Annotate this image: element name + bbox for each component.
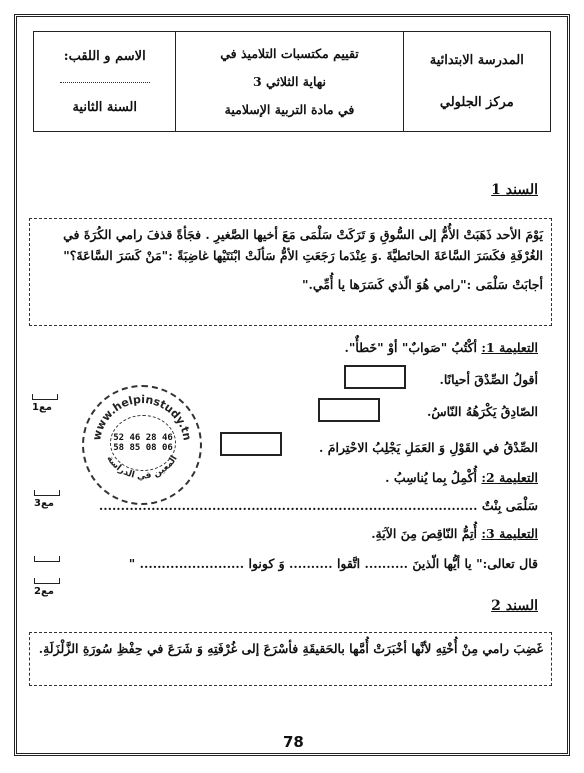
sanad2-text: غَضِبَ رامي مِنْ أُخْتِهِ لأنَّها أخْبَرَتْ أُمَّها بالحَقيقَةِ فأسْرَعَ إلى غُرْفَتِهِ وَ شَرَعَ في حِفْظِ سُورَةِ الزَّلْزَلَةِ. [38, 641, 543, 656]
exam-header [33, 31, 551, 132]
sanad2-box [29, 632, 552, 686]
verse-blank-3[interactable]: ........................ [139, 556, 245, 571]
school-cell [403, 32, 550, 131]
stamp-inner [110, 415, 176, 471]
score-bar-4 [34, 578, 60, 584]
instruction2 [385, 470, 538, 485]
verse-blank-2[interactable]: .......... [289, 556, 333, 571]
statement-1: أقولُ الصِّدْقَ أحيانًا. [439, 372, 538, 387]
instruction1 [344, 340, 538, 355]
exam-title-line1: تقييم مكتسبات التلاميذ في [220, 46, 359, 62]
score-bar-1 [32, 394, 58, 400]
sanad1-title: السند 1 [491, 182, 538, 198]
answer-box-3[interactable] [220, 432, 282, 456]
exam-title-line2: نهاية الثلاثي 3 [252, 73, 327, 89]
verse-mid1: اتَّقوا [336, 556, 361, 571]
verse-prefix: قال تعالى:" يا أيُّها الّذينَ [412, 556, 538, 571]
instruction1-text: أكْتُبُ "صَوابٌ" أوْ "خَطأٌ". [344, 340, 478, 355]
statement-2: الصّادِقُ يَكْرَهُهُ النّاسُ. [427, 404, 538, 419]
verse-line [129, 556, 538, 571]
score-label-1: مع1 [32, 402, 52, 413]
stamp-phone-2: 58 85 08 06 [113, 443, 173, 453]
statement-3: الصِّدْقُ في القَوْلِ وَ العَمَلِ يَجْلِبُ الاحْتِرامَ . [319, 440, 538, 455]
grade-label: السنة الثانية [72, 99, 137, 115]
verse-blank-1[interactable]: .......... [364, 556, 409, 571]
watermark-stamp [82, 385, 202, 505]
score-bar-2 [34, 490, 60, 496]
instruction1-label: التعليمة 1: [481, 340, 538, 355]
score-mark-2 [34, 490, 60, 509]
instruction2-text: أُكْمِلُ بِما يُناسِبُ . [385, 470, 478, 485]
score-label-4: مع2 [34, 586, 54, 597]
answer-box-2[interactable] [318, 398, 380, 422]
sanad2-title: السند 2 [491, 598, 538, 614]
instruction3 [371, 526, 538, 541]
instruction2-sentence: سَلْمَى بِنْتٌ [481, 498, 538, 513]
score-label-2: مع3 [34, 498, 54, 509]
score-mark-1 [32, 394, 58, 413]
score-mark-4 [34, 578, 60, 597]
student-cell [34, 32, 175, 131]
stamp-url: www.helpinstudy.tn [90, 392, 194, 442]
page-number: 78 [283, 733, 304, 751]
school-center: مركز الجلولي [439, 94, 514, 110]
instruction2-label: التعليمة 2: [481, 470, 538, 485]
sanad1-text: يَوْمَ الأحد ذَهَبَتْ الأُمُّ إلى السُّوقِ وَ تَرَكَتْ سَلْمَى مَعَ أخيها الصَّغيرِ . فجَأةً قذفَ رامي الكُرَةَ في الغُرْفَةِ فكَسَرَ السَّاعَةَ الحائطيَّةَ .وَ عِنْدَما رَجَعَتِ الأمُّ سَألَتْ ابْنَتَيْها غاضِبَةً :"مَنْ كَسَرَ السَّاعَةَ؟" [63, 227, 543, 263]
score-bar-3 [34, 556, 60, 562]
answer-box-1[interactable] [344, 365, 406, 389]
sanad1-box [29, 218, 552, 326]
school-name: المدرسة الابتدائية [429, 53, 524, 69]
exam-title-cell [175, 32, 402, 131]
instruction3-label: التعليمة 3: [481, 526, 538, 541]
exam-title-line3: في مادة التربية الإسلامية [224, 101, 355, 117]
verse-end: " [128, 556, 136, 571]
sanad1-answer: أجابَتْ سَلْمَى :"رامي هُوَ الّذي كَسَرَها يا أُمِّي." [301, 277, 543, 292]
name-label: الاسم و اللقب: [63, 48, 146, 64]
stamp-phone-1: 52 46 28 46 [113, 433, 173, 443]
verse-mid2: وَ كونوا [248, 556, 285, 571]
name-dotted-line [60, 81, 150, 83]
blank-line[interactable]: ....................................................................................... [98, 498, 478, 513]
instruction3-text: أُتِمُّ النّاقِصَ مِنَ الآيَةِ. [371, 526, 478, 541]
stamp-slogan: المعين في الدراسة [104, 454, 180, 482]
score-mark-3 [34, 556, 60, 564]
